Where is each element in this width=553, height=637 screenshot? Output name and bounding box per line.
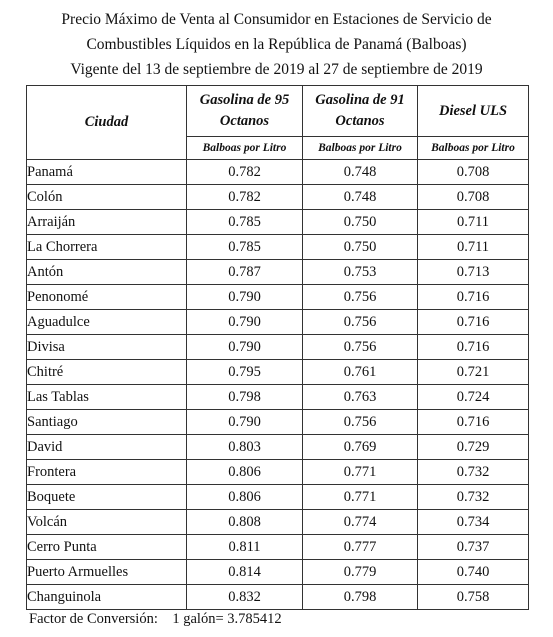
gasolina-91-cell: 0.777	[303, 535, 418, 560]
city-cell: Panamá	[27, 160, 187, 185]
gasolina-91-cell: 0.769	[303, 435, 418, 460]
fuel-price-table	[26, 85, 529, 610]
conversion-value: 1 galón= 3.785412	[172, 611, 282, 627]
diesel-cell: 0.758	[418, 585, 529, 610]
header-g91-line-2: Octanos	[335, 113, 385, 129]
diesel-cell: 0.737	[418, 535, 529, 560]
diesel-cell: 0.708	[418, 185, 529, 210]
document-title	[0, 0, 553, 78]
city-cell: Volcán	[27, 510, 187, 535]
city-cell: Cerro Punta	[27, 535, 187, 560]
header-diesel-label: Diesel ULS	[438, 102, 508, 119]
diesel-cell: 0.721	[418, 360, 529, 385]
gasolina-91-cell: 0.771	[303, 485, 418, 510]
city-cell: La Chorrera	[27, 235, 187, 260]
gasolina-91-cell: 0.798	[303, 585, 418, 610]
diesel-cell: 0.740	[418, 560, 529, 585]
table-row	[27, 360, 529, 385]
diesel-cell: 0.713	[418, 260, 529, 285]
gasolina-91-cell: 0.756	[303, 410, 418, 435]
gasolina-95-cell: 0.782	[187, 185, 303, 210]
diesel-cell: 0.724	[418, 385, 529, 410]
table-body	[27, 160, 529, 610]
gasolina-95-cell: 0.803	[187, 435, 303, 460]
title-line-3: Vigente del 13 de septiembre de 2019 al 27 de septiembre de 2019	[70, 61, 483, 78]
city-cell: Penonomé	[27, 285, 187, 310]
diesel-cell: 0.708	[418, 160, 529, 185]
gasolina-95-cell: 0.798	[187, 385, 303, 410]
table-header-row	[27, 86, 529, 137]
gasolina-95-cell: 0.806	[187, 485, 303, 510]
gasolina-91-cell: 0.748	[303, 185, 418, 210]
diesel-cell: 0.732	[418, 485, 529, 510]
gasolina-95-cell: 0.785	[187, 210, 303, 235]
table-row	[27, 285, 529, 310]
gasolina-95-cell: 0.832	[187, 585, 303, 610]
diesel-cell: 0.734	[418, 510, 529, 535]
title-line-2: Combustibles Líquidos en la República de Panamá (Balboas)	[86, 36, 467, 53]
table-row	[27, 310, 529, 335]
city-cell: Santiago	[27, 410, 187, 435]
title-line-1: Precio Máximo de Venta al Consumidor en Estaciones de Servicio de	[61, 11, 492, 28]
city-cell: Aguadulce	[27, 310, 187, 335]
table-row	[27, 260, 529, 285]
gasolina-95-cell: 0.790	[187, 285, 303, 310]
diesel-cell: 0.716	[418, 285, 529, 310]
diesel-cell: 0.711	[418, 235, 529, 260]
gasolina-91-cell: 0.756	[303, 285, 418, 310]
header-city-label: Ciudad	[84, 114, 129, 130]
table-row	[27, 160, 529, 185]
gasolina-95-cell: 0.790	[187, 410, 303, 435]
gasolina-95-cell: 0.806	[187, 460, 303, 485]
city-cell: Frontera	[27, 460, 187, 485]
gasolina-95-cell: 0.790	[187, 335, 303, 360]
table-row	[27, 410, 529, 435]
city-cell: Boquete	[27, 485, 187, 510]
city-cell: Las Tablas	[27, 385, 187, 410]
table-row	[27, 435, 529, 460]
city-cell: Chitré	[27, 360, 187, 385]
city-cell: Colón	[27, 185, 187, 210]
header-gasolina-91	[303, 86, 418, 137]
table-row	[27, 210, 529, 235]
city-cell: Puerto Armuelles	[27, 560, 187, 585]
gasolina-91-cell: 0.779	[303, 560, 418, 585]
city-cell: Arraiján	[27, 210, 187, 235]
city-cell: David	[27, 435, 187, 460]
gasolina-91-cell: 0.750	[303, 235, 418, 260]
header-city	[27, 86, 187, 160]
table-row	[27, 510, 529, 535]
diesel-cell: 0.732	[418, 460, 529, 485]
gasolina-95-cell: 0.787	[187, 260, 303, 285]
diesel-cell: 0.716	[418, 310, 529, 335]
header-g95-line-2: Octanos	[219, 113, 270, 129]
conversion-factor	[29, 611, 282, 628]
unit-diesel: Balboas por Litro	[418, 137, 529, 160]
table-row	[27, 460, 529, 485]
diesel-cell: 0.716	[418, 335, 529, 360]
gasolina-91-cell: 0.748	[303, 160, 418, 185]
gasolina-91-cell: 0.763	[303, 385, 418, 410]
city-cell: Divisa	[27, 335, 187, 360]
header-g91-line-1: Gasolina de 91	[315, 92, 405, 108]
table-row	[27, 585, 529, 610]
gasolina-95-cell: 0.782	[187, 160, 303, 185]
unit-g91: Balboas por Litro	[303, 137, 418, 160]
gasolina-95-cell: 0.795	[187, 360, 303, 385]
header-g95-line-1: Gasolina de 95	[199, 92, 290, 108]
header-diesel	[418, 86, 529, 137]
city-cell: Antón	[27, 260, 187, 285]
unit-g95: Balboas por Litro	[187, 137, 303, 160]
gasolina-91-cell: 0.761	[303, 360, 418, 385]
table-row	[27, 235, 529, 260]
diesel-cell: 0.716	[418, 410, 529, 435]
table-row	[27, 535, 529, 560]
diesel-cell: 0.729	[418, 435, 529, 460]
conversion-label: Factor de Conversión:	[29, 611, 158, 627]
gasolina-95-cell: 0.790	[187, 310, 303, 335]
table-row	[27, 185, 529, 210]
gasolina-91-cell: 0.753	[303, 260, 418, 285]
header-gasolina-95	[187, 86, 303, 137]
table-row	[27, 560, 529, 585]
gasolina-95-cell: 0.808	[187, 510, 303, 535]
gasolina-91-cell: 0.756	[303, 335, 418, 360]
gasolina-95-cell: 0.785	[187, 235, 303, 260]
gasolina-95-cell: 0.811	[187, 535, 303, 560]
gasolina-95-cell: 0.814	[187, 560, 303, 585]
gasolina-91-cell: 0.774	[303, 510, 418, 535]
gasolina-91-cell: 0.771	[303, 460, 418, 485]
diesel-cell: 0.711	[418, 210, 529, 235]
table-row	[27, 385, 529, 410]
city-cell: Changuinola	[27, 585, 187, 610]
table-row	[27, 485, 529, 510]
gasolina-91-cell: 0.750	[303, 210, 418, 235]
table-row	[27, 335, 529, 360]
gasolina-91-cell: 0.756	[303, 310, 418, 335]
